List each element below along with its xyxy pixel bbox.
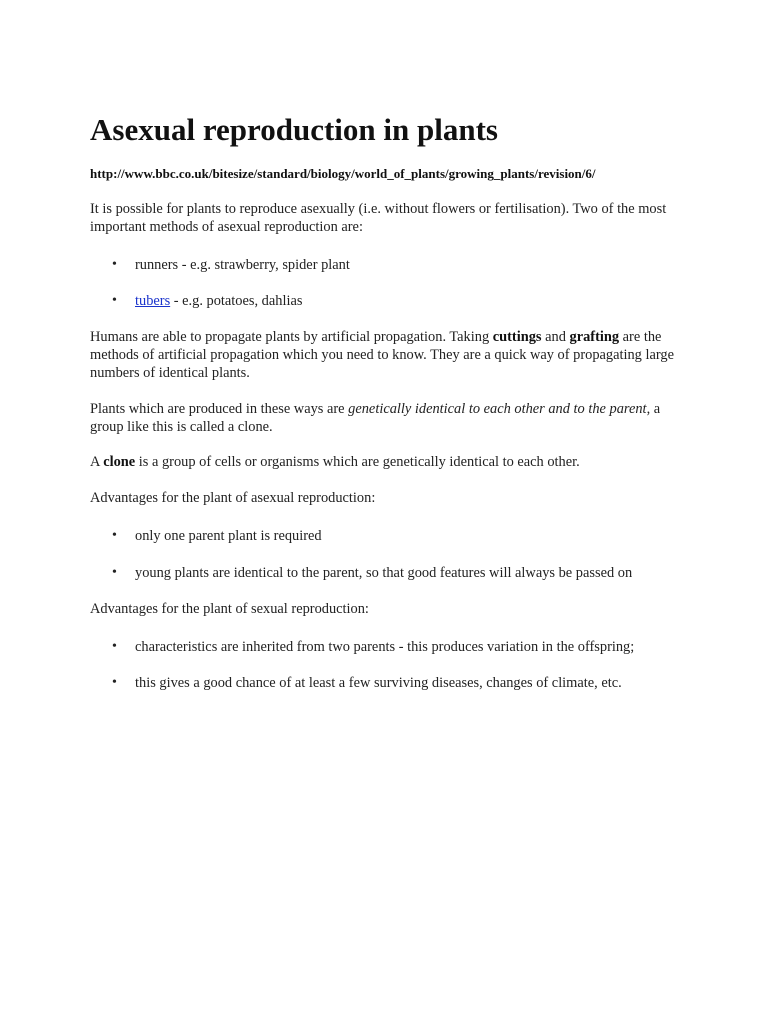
emphasis-text: genetically identical to each other and to the parent <box>348 401 647 417</box>
bullet-icon: • <box>112 565 117 580</box>
bullet-icon: • <box>112 293 117 308</box>
paragraph-text: Plants which are produced in these ways are <box>90 401 349 417</box>
list-item-text: characteristics are inherited from two parents - this produces variation in the offspring; <box>135 639 635 655</box>
page-title: Asexual reproduction in plants <box>90 112 498 147</box>
list-item-text: runners - e.g. strawberry, spider plant <box>135 257 350 273</box>
bullet-icon: • <box>112 257 117 272</box>
paragraph-text: , a group like this is called a clone. <box>90 401 661 435</box>
intro-paragraph: It is possible for plants to reproduce asexually (i.e. without flowers or fertilisation). Two of the most important methods of asexual reproduction are: <box>90 201 667 235</box>
asexual-advantages-heading: Advantages for the plant of asexual reproduction: <box>90 490 376 506</box>
cuttings-term: cuttings <box>492 329 542 345</box>
sexual-advantages-heading: Advantages for the plant of sexual reproduction: <box>90 601 369 617</box>
list-item-text: only one parent plant is required <box>135 528 322 544</box>
paragraph-text: are the methods of artificial propagation which you need to know. They are a quick way of propagating large numbers of identical plants. <box>90 329 674 381</box>
paragraph-text: A <box>90 454 104 470</box>
paragraph-text: is a group of cells or organisms which are genetically identical to each other. <box>135 454 580 470</box>
paragraph-text: and <box>541 329 570 345</box>
artificial-propagation-paragraph <box>90 328 680 382</box>
bullet-icon: • <box>112 639 117 654</box>
clone-definition <box>90 453 680 471</box>
source-url: http://www.bbc.co.uk/bitesize/standard/biology/world_of_plants/growing_plants/revision/6/ <box>90 166 596 181</box>
clone-term: clone <box>103 454 136 470</box>
bullet-icon: • <box>112 528 117 543</box>
list-item-text: young plants are identical to the parent, so that good features will always be passed on <box>135 565 633 581</box>
bullet-icon: • <box>112 675 117 690</box>
tubers-description: - e.g. potatoes, dahlias <box>170 293 303 309</box>
list-item-text <box>135 292 302 310</box>
tubers-link[interactable]: tubers <box>135 293 171 309</box>
clone-paragraph <box>90 400 680 436</box>
list-item-text: this gives a good chance of at least a few surviving diseases, changes of climate, etc. <box>135 675 622 691</box>
grafting-term: grafting <box>569 329 620 345</box>
paragraph-text: Humans are able to propagate plants by artificial propagation. Taking <box>90 329 493 345</box>
